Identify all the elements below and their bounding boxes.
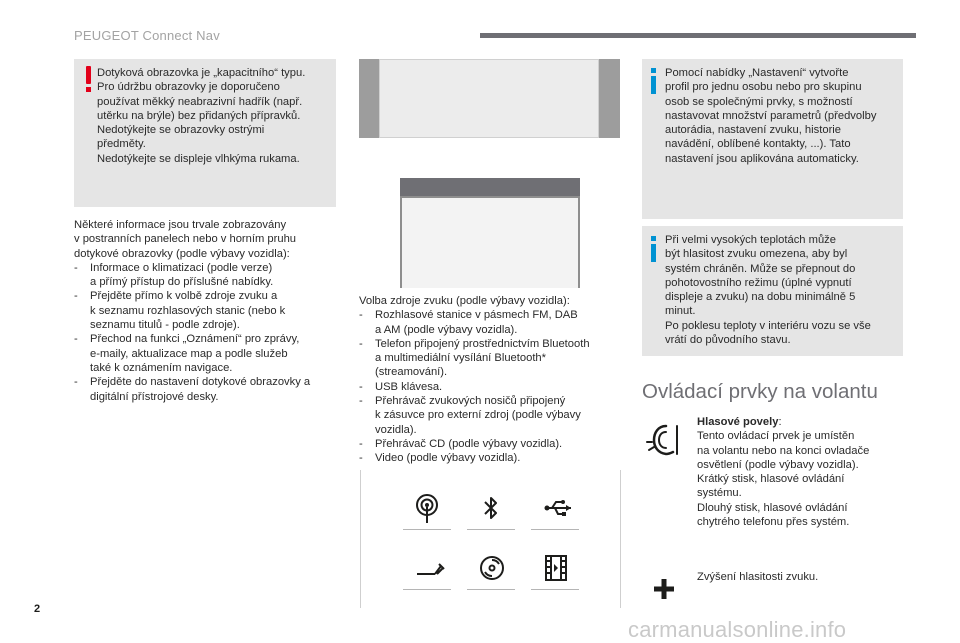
warning-line: Pro údržbu obrazovky je doporučeno [97,81,280,94]
warning-note-text [97,66,333,166]
warning-line: Nedotýkejte se obrazovky ostrými [97,124,265,137]
usb-icon [531,490,579,530]
warning-line: používat měkký neabrazivní hadřík (např. [97,95,303,108]
info-note-profiles-text: Pomocí nabídky „Nastavení“ vytvořte profil pro jednu osobu nebo pro skupinu osob se společnými prvky, s možností nastavovat množství parametrů (předvolby autorádia, nastavení zvuku, historie navádění, oblíbené kontakty, ...). Tato nastavení jsou aplikována automaticky. [665,67,877,165]
intro-line: dotykové obrazovky (podle výbavy vozidla): [74,247,290,260]
volume-plus-icon [653,578,675,605]
list-item: - USB klávesa. [359,380,443,393]
screen-illustration-top [359,59,620,138]
warning-line: předměty. [97,138,146,151]
voice-command-heading: Hlasové povely [697,416,779,428]
list-item: - Rozhlasové stanice v pásmech FM, DAB a AM (podle výbavy vozidla). [359,309,578,336]
radio-icon [403,490,451,530]
list-item: - Video (podle výbavy vozidla). [359,452,521,465]
cd-icon [467,550,515,590]
list-item: - Přehrávač CD (podle výbavy vozidla). [359,437,563,450]
list-item: - Přejděte přímo k volbě zdroje zvuku a k seznamu rozhlasových stanic (nebo k seznamu titulů - podle zdroje). [74,290,286,332]
list-item: - Přejděte do nastavení dotykové obrazovky a digitální přístrojové desky. [74,376,311,403]
middle-column-text [359,294,625,466]
list-item: - Přechod na funkci „Oznámení“ pro zprávy, e-maily, aktualizace map a podle služeb také k oznámením navigace. [74,333,300,374]
intro-line: Některé informace jsou trvale zobrazovány [74,219,287,231]
info-note-temperature-text: Při velmi vysokých teplotách může být hlasitost zvuku omezena, aby byl systém chráněn. Může se přepnout do pohotovostního režimu (úplné vypnutí displeje a zvuku) na dobu minimálně 5 minut. Po poklesu teploty v interiéru vozu se vše vrátí do původního stavu. [665,234,871,347]
watermark: carmanualsonline.info [628,617,847,642]
running-header: PEUGEOT Connect Nav [74,28,220,43]
info-icon [651,68,656,94]
warning-line: utěrku na brýle) bez přidaných přípravků. [97,109,301,122]
audio-source-icons [360,470,621,608]
bluetooth-icon [467,490,515,530]
header-rule [480,33,916,38]
section-title: Ovládací prvky na volantu [642,380,878,403]
warning-exclamation-icon [86,66,91,92]
intro-line: v postranních panelech nebo v horním pruhu [74,233,297,246]
page-number: 2 [34,603,41,615]
list-item: - Přehrávač zvukových nosičů připojený k zásuvce pro externí zdroj (podle výbavy vozidla). [359,395,581,436]
warning-line: Nedotýkejte se displeje vlhkýma rukama. [97,152,300,165]
voice-command-icon [646,420,686,463]
left-column-text [74,218,342,404]
warning-line: Dotyková obrazovka je „kapacitního“ typu. [97,67,306,79]
aux-jack-icon [403,550,451,590]
list-item: - Telefon připojený prostřednictvím Bluetooth a multimediální vysílání Bluetooth* (streamování). [359,337,590,379]
voice-command-text: Hlasové povely: Tento ovládací prvek je umístěn na volantu nebo na konci ovladače osvětlení (podle výbavy vozidla). Krátký stisk, hlasové ovládání systému. Dlouhý stisk, hlasové ovládání chytrého telefonu přes systém. [697,416,870,529]
video-film-icon [531,550,579,590]
list-item: - Informace o klimatizaci (podle verze) a přímý přístup do příslušné nabídky. [74,261,274,289]
volume-up-text: Zvýšení hlasitosti zvuku. [697,571,819,583]
intro-line: Volba zdroje zvuku (podle výbavy vozidla): [359,295,570,307]
info-icon [651,236,656,262]
screen-illustration-tablet [400,178,580,288]
